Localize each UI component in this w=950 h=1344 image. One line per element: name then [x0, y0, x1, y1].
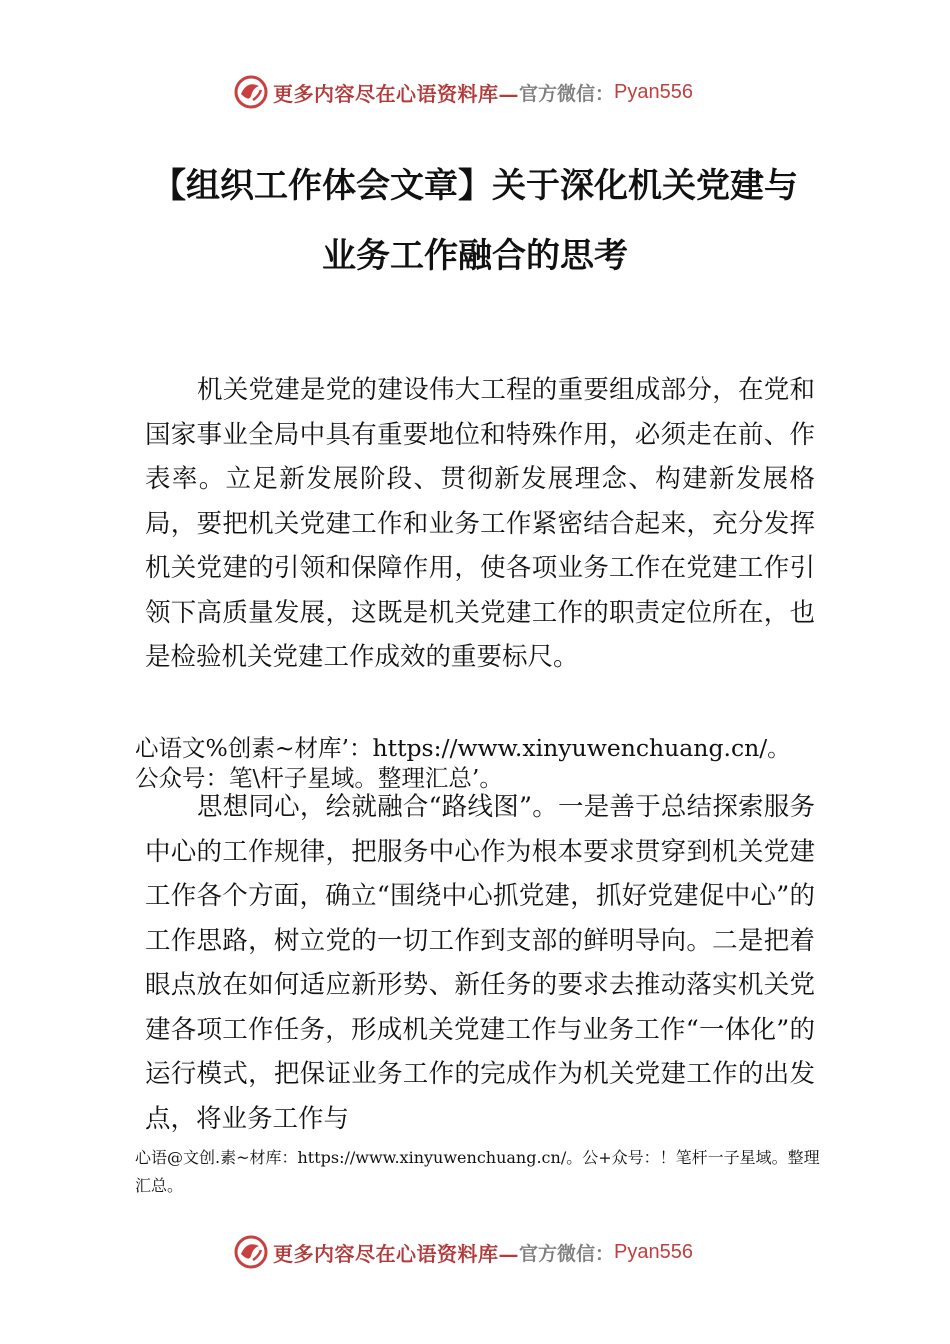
paragraph-2: 思想同心，绘就融合“路线图”。一是善于总结探索服务中心的工作规律，把服务中心作为根本要求贯穿到机关党建工作各个方面，确立“围绕中心抓党建，抓好党建促中心”的工作思路，树立党的一切工作到支部的鲜明导向。二是把着眼点放在如何适应新形势、新任务的要求去推动落实机关党建各项工作任务，形成机关党建工作与业务工作“一体化”的运行模式，把保证业务工作的完成作为机关党建工作的出发点，将业务工作与 [145, 792, 815, 1134]
paragraph-1: 机关党建是党的建设伟大工程的重要组成部分，在党和国家事业全局中具有重要地位和特殊作用，必须走在前、作表率。立足新发展阶段、贯彻新发展理念、构建新发展格局，要把机关党建工作和业务工作紧密结合起来，充分发挥机关党建的引领和保障作用，使各项业务工作在党建工作引领下高质量发展，这既是机关党建工作的职责定位所在，也是检验机关党建工作成效的重要标尺。 [145, 375, 815, 672]
title-line-2: 业务工作融合的思考 [322, 236, 628, 276]
footer-note: 心语@文创.素~材库：https://www.xinyuwenchuang.cn/。公+众号：！笔杆一子星域。整理汇总。 [135, 1148, 820, 1195]
banner-text: 更多内容尽在心语资料库— [273, 81, 519, 106]
footer-banner [233, 1232, 733, 1272]
swirl-logo-icon [233, 74, 269, 110]
swirl-logo-icon [233, 1234, 269, 1270]
banner-text: 更多内容尽在心语资料库— [273, 1241, 519, 1266]
banner-wechat-id: Pyan556 [614, 1240, 693, 1263]
title-line-1: 【组织工作体会文章】关于深化机关党建与 [152, 166, 798, 206]
banner-wechat-label: 官方微信： [519, 1242, 615, 1265]
header-banner [233, 72, 733, 112]
banner-wechat-id: Pyan556 [614, 80, 693, 103]
source-line-2: 公众号：笔\杆子星域。整理汇总’。 [135, 764, 503, 792]
source-line-1: 心语文%创素~材库’：https://www.xinyuwenchuang.cn/。 [135, 734, 791, 762]
banner-wechat-label: 官方微信： [519, 82, 615, 105]
